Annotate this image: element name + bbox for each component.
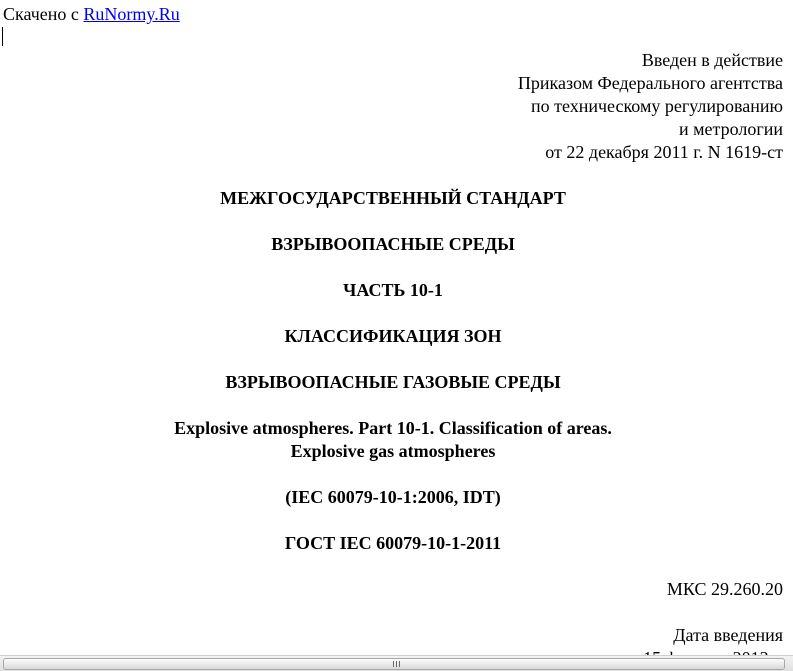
source-link[interactable]: RuNormy.Ru [83,4,180,24]
grip-icon [393,661,402,667]
gas-title: ВЗРЫВООПАСНЫЕ ГАЗОВЫЕ СРЕДЫ [225,372,561,392]
iec-reference: (IEC 60079-10-1:2006, IDT) [285,487,501,507]
introduced-line-4: и метрологии [679,119,783,139]
scrollbar-thumb[interactable] [3,658,785,670]
gost-designation: ГОСТ IEC 60079-10-1-2011 [284,533,502,553]
introduced-line-1: Введен в действие [641,50,783,70]
introduced-line-2: Приказом Федерального агентства [517,73,783,93]
source-line [3,3,180,25]
english-title-line-1: Explosive atmospheres. Part 10-1. Classification of areas. [174,418,612,438]
source-prefix: Скачено с [3,4,84,24]
standard-type-title: МЕЖГОСУДАРСТВЕННЫЙ СТАНДАРТ [220,188,566,208]
intro-date-label: Дата введения [673,625,783,645]
text-caret [2,27,3,46]
introduced-line-3: по техническому регулированию [530,96,783,116]
english-title-line-2: Explosive gas atmospheres [290,441,496,461]
classification-title: КЛАССИФИКАЦИЯ ЗОН [284,326,502,346]
subject-title: ВЗРЫВООПАСНЫЕ СРЕДЫ [271,234,515,254]
mks-code: МКС 29.260.20 [666,579,783,599]
introduced-line-5: от 22 декабря 2011 г. N 1619-ст [545,142,783,162]
part-title: ЧАСТЬ 10-1 [343,280,443,300]
horizontal-scrollbar[interactable] [0,655,793,671]
